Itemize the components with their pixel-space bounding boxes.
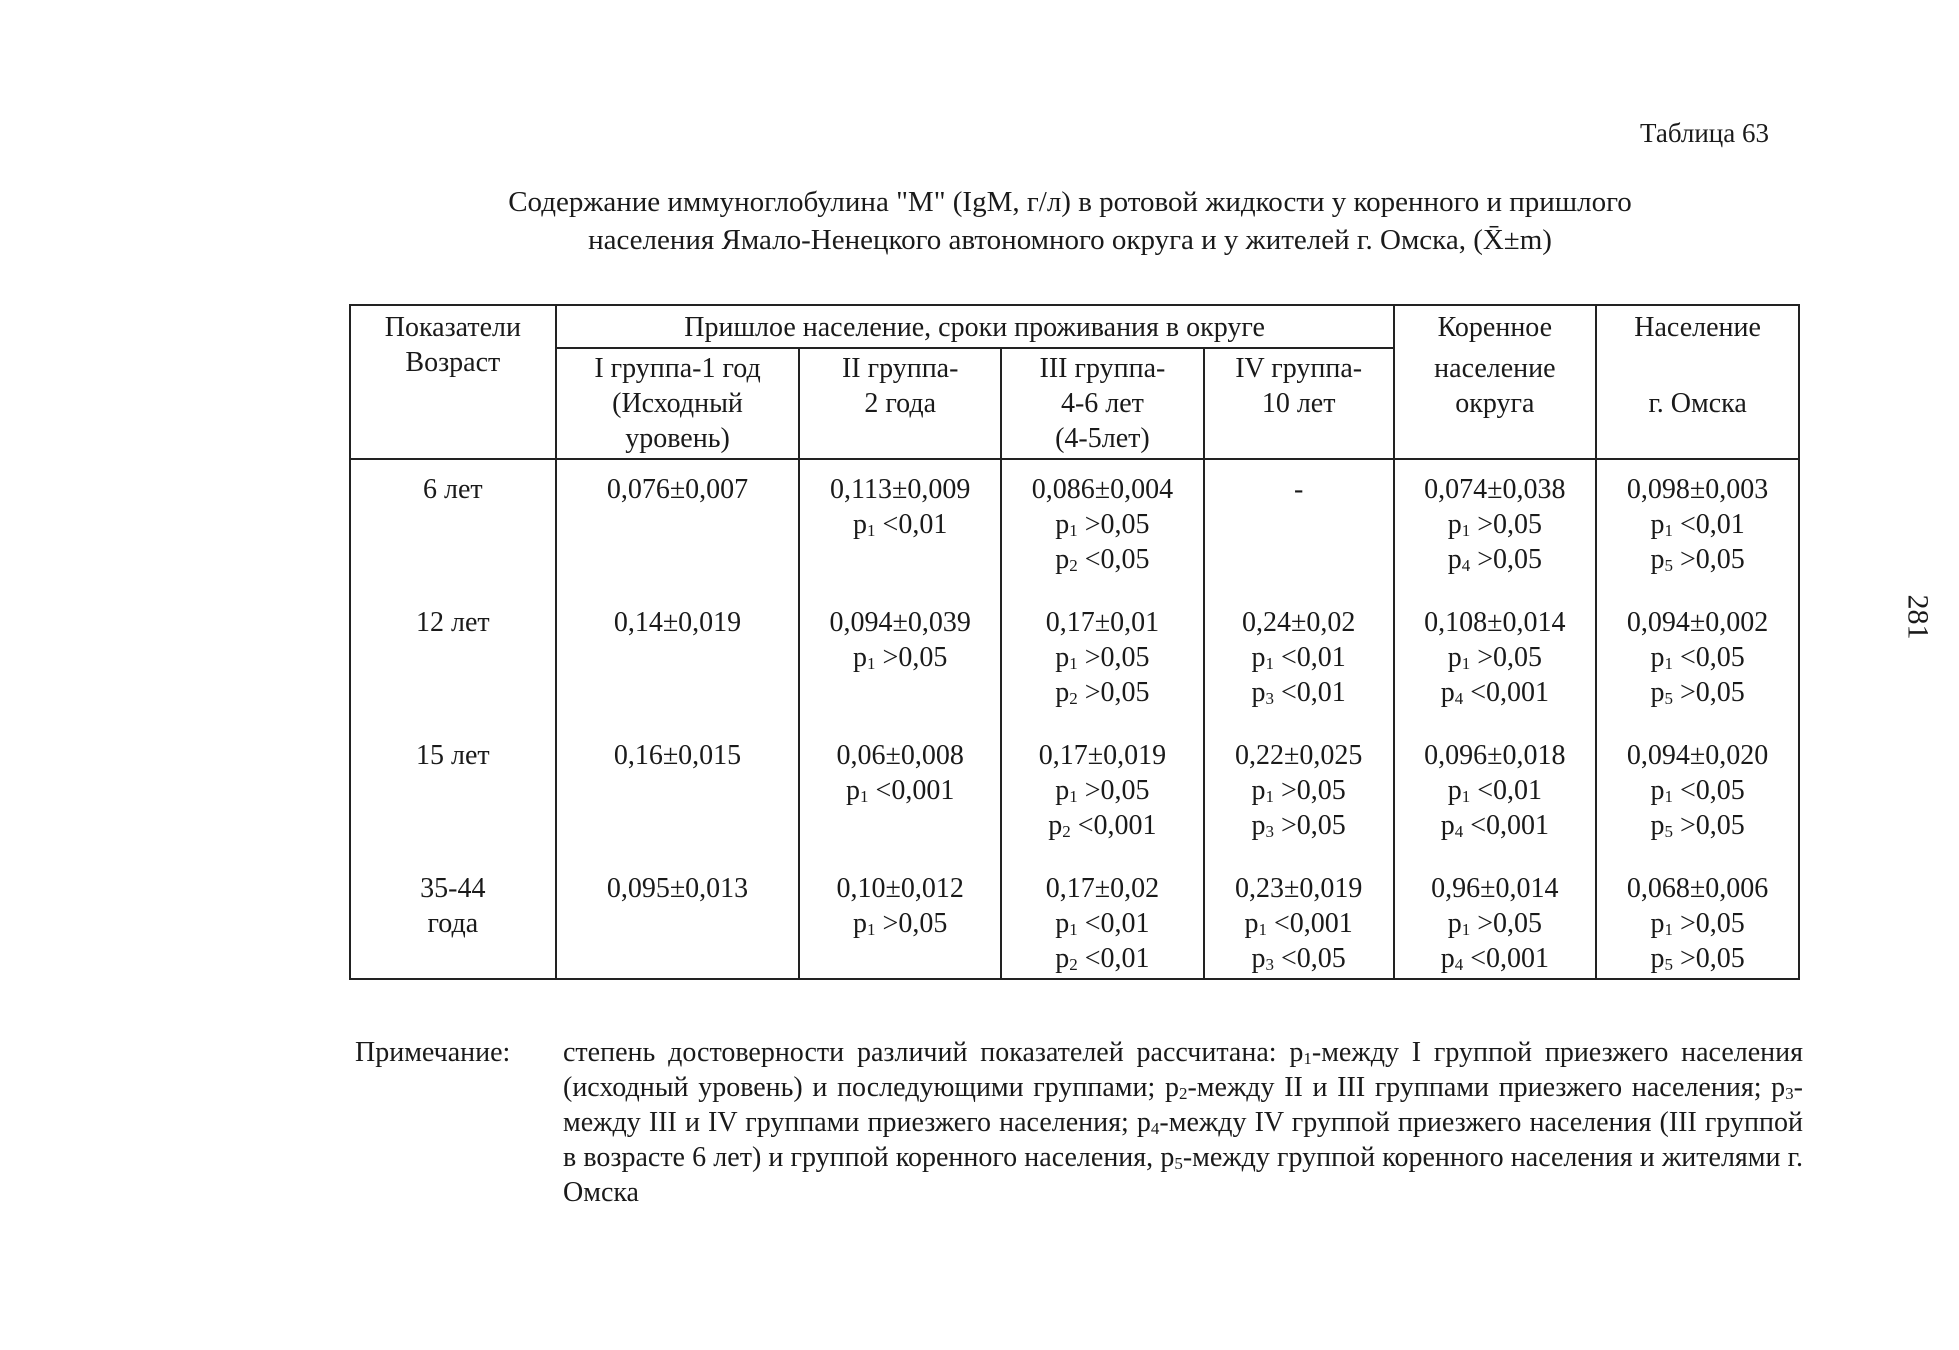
p-value: <0,05 [1273,943,1346,974]
p-subscript: 2 [1069,955,1078,974]
p-subscript: 1 [1265,787,1274,806]
p-value: <0,01 [1470,775,1542,806]
p-value: >0,05 [1470,544,1542,575]
header-group-1 [556,348,800,459]
cell-p-value [1601,773,1794,808]
cell-g2 [799,591,1001,724]
cell-g1 [556,724,800,857]
p-value: <0,01 [1672,509,1745,540]
p-value: >0,05 [1672,677,1745,708]
cell-value: 0,17±0,01 [1045,607,1160,638]
cell-native [1394,459,1597,591]
p-subscript: 1 [1664,521,1673,540]
p-subscript: 1 [1069,521,1078,540]
cell-age [350,857,556,979]
cell-p-value [1399,808,1592,843]
footnote-text [563,1035,1803,1210]
cell-value: 0,17±0,02 [1045,873,1160,904]
p-subscript: 2 [1178,1084,1188,1103]
cell-value: 0,094±0,020 [1626,740,1769,771]
p-subscript: 5 [1664,822,1673,841]
p-subscript: 1 [1069,654,1078,673]
p-value: <0,001 [1463,810,1549,841]
p-symbol: p [1440,677,1455,708]
cell-omsk [1596,591,1799,724]
cell-value: 0,074±0,038 [1424,474,1566,505]
age-line: 12 лет [416,607,490,638]
cell-g3 [1001,591,1204,724]
cell-value: 0,068±0,006 [1626,873,1769,904]
cell-value: 0,96±0,014 [1431,873,1559,904]
p-value: <0,001 [1266,908,1353,939]
p-subscript: 1 [860,787,869,806]
cell-p-value [804,640,996,675]
cell-value: 0,094±0,039 [829,607,971,638]
p-symbol: p [1650,544,1665,575]
cell-value: 0,10±0,012 [836,873,964,904]
header-native-line: население [1434,353,1556,384]
p-subscript: 1 [1461,920,1471,939]
header-omsk-line: Население [1634,312,1761,343]
page-number: 281 [1901,594,1935,640]
p-symbol: p [1650,810,1665,841]
cell-p-value [1006,906,1199,941]
p-symbol: p [1164,1072,1179,1103]
p-symbol: p [1251,642,1266,673]
cell-p-value [1209,906,1389,941]
table-row [350,724,1799,857]
table-title [340,183,1800,259]
p-value: >0,05 [1077,677,1150,708]
p-value: >0,05 [1672,908,1745,939]
cell-p-value [1601,941,1794,976]
p-symbol: p [853,509,868,540]
p-subscript: 1 [1303,1049,1312,1068]
cell-p-value [1601,507,1794,542]
p-value: <0,01 [1077,908,1150,939]
p-value: <0,05 [1672,642,1745,673]
cell-value: 0,086±0,004 [1031,474,1174,505]
p-subscript: 1 [1069,787,1078,806]
footnote [355,1035,1803,1210]
footnote-part: степень достоверности различий показателей рассчитана: [563,1037,1290,1068]
cell-omsk [1596,724,1799,857]
p-subscript: 1 [1265,654,1274,673]
p-value: <0,01 [1273,642,1346,673]
cell-g3 [1001,724,1204,857]
cell-value: 0,17±0,019 [1038,740,1167,771]
header-native [1394,305,1597,459]
table-title-line: населения Ямало-Ненецкого автономного округа и у жителей г. Омска, (X̄±m) [588,224,1552,256]
p-symbol: p [1289,1037,1304,1068]
cell-value: 0,096±0,018 [1424,740,1566,771]
cell-g1 [556,591,800,724]
p-value: <0,01 [1077,943,1150,974]
footnote-part: -между II и III группами приезжего населения; [1187,1072,1772,1103]
cell-g1 [556,459,800,591]
footnote-label: Примечание: [355,1037,511,1068]
header-omsk-line: г. Омска [1648,388,1747,419]
p-subscript: 1 [1461,521,1471,540]
cell-p-value [1399,507,1592,542]
p-value: >0,05 [1273,810,1346,841]
p-value: <0,001 [1463,677,1549,708]
cell-g3 [1001,857,1204,979]
p-value: <0,001 [868,775,955,806]
p-symbol: p [1440,943,1455,974]
p-subscript: 4 [1461,556,1471,575]
p-symbol: p [1251,943,1266,974]
table-number: Таблица 63 [1640,118,1769,148]
footnote-part: -между III и IV группами приезжего населения; [563,1072,1803,1138]
p-value: <0,001 [1463,943,1549,974]
p-subscript: 1 [1461,654,1471,673]
p-value: >0,05 [875,908,948,939]
p-symbol: p [1055,642,1070,673]
header-indicator-line: Возраст [405,347,501,378]
cell-native [1394,724,1597,857]
header-omsk [1596,305,1799,459]
cell-p-value [1209,773,1389,808]
header-group-line: II группа- [841,353,959,384]
p-subscript: 5 [1664,689,1673,708]
p-subscript: 2 [1069,556,1078,575]
header-indicator [350,305,556,459]
p-symbol: p [1771,1072,1786,1103]
p-subscript: 4 [1454,689,1464,708]
age-line: года [427,908,479,939]
cell-p-value [1601,542,1794,577]
cell-g4 [1204,857,1394,979]
cell-value: 0,076±0,007 [606,474,749,505]
cell-value: 0,098±0,003 [1626,474,1769,505]
p-subscript: 1 [1461,787,1471,806]
cell-p-value [1399,941,1592,976]
p-symbol: p [1650,677,1665,708]
p-value: >0,05 [1077,775,1150,806]
p-value: >0,05 [1273,775,1346,806]
p-symbol: p [1160,1142,1175,1173]
cell-value: 0,23±0,019 [1234,873,1363,904]
p-subscript: 1 [867,920,876,939]
p-symbol: p [1447,509,1462,540]
cell-g2 [799,857,1001,979]
p-symbol: p [1650,943,1665,974]
p-symbol: p [1244,908,1259,939]
header-native-line: Коренное [1437,312,1553,343]
p-value: >0,05 [875,642,948,673]
cell-omsk [1596,857,1799,979]
age-line: 6 лет [423,474,483,505]
cell-p-value [1006,773,1199,808]
cell-p-value [1399,542,1592,577]
cell-value: 0,094±0,002 [1626,607,1769,638]
p-subscript: 1 [1258,920,1267,939]
header-native-line: округа [1455,388,1535,419]
p-subscript: 4 [1150,1119,1160,1138]
header-group-line: I группа-1 год [594,353,761,384]
cell-p-value [1601,808,1794,843]
cell-omsk [1596,459,1799,591]
header-group-4 [1204,348,1394,459]
cell-p-value [1006,507,1199,542]
p-symbol: p [1650,775,1665,806]
cell-g2 [799,459,1001,591]
p-value: <0,01 [875,509,948,540]
p-subscript: 4 [1454,955,1464,974]
p-symbol: p [1251,775,1266,806]
cell-value: 0,24±0,02 [1241,607,1356,638]
cell-value: 0,095±0,013 [606,873,749,904]
p-symbol: p [1055,943,1070,974]
p-subscript: 1 [867,521,876,540]
table-row [350,857,1799,979]
p-value: <0,05 [1077,544,1150,575]
header-group-2 [799,348,1001,459]
header-group-line: 2 года [864,388,937,419]
p-subscript: 2 [1069,689,1078,708]
cell-p-value [1209,640,1389,675]
cell-value: 0,06±0,008 [836,740,964,771]
cell-g4 [1204,459,1394,591]
p-symbol: p [1447,775,1462,806]
cell-p-value [804,507,996,542]
cell-g1 [556,857,800,979]
cell-g2 [799,724,1001,857]
age-line: 35-44 [420,873,486,904]
cell-p-value [1006,675,1199,710]
p-symbol: p [853,908,868,939]
cell-value: 0,113±0,009 [830,474,971,505]
cell-p-value [1006,808,1199,843]
p-value: >0,05 [1077,642,1150,673]
p-subscript: 5 [1664,556,1673,575]
cell-value: 0,108±0,014 [1424,607,1566,638]
cell-p-value [1209,808,1389,843]
cell-g4 [1204,724,1394,857]
p-symbol: p [1251,810,1266,841]
p-symbol: p [1650,642,1665,673]
cell-p-value [1006,941,1199,976]
header-group-line: уровень) [625,423,730,454]
cell-g3 [1001,459,1204,591]
p-symbol: p [1650,908,1665,939]
p-subscript: 1 [1069,920,1078,939]
p-value: >0,05 [1672,544,1745,575]
cell-p-value [804,906,996,941]
cell-p-value [1601,906,1794,941]
cell-value: 0,14±0,019 [613,607,742,638]
p-symbol: p [1447,908,1462,939]
p-value: >0,05 [1672,943,1745,974]
cell-p-value [1006,542,1199,577]
cell-age [350,591,556,724]
cell-g4 [1204,591,1394,724]
cell-p-value [1006,640,1199,675]
p-symbol: p [1055,775,1070,806]
header-group-line: (Исходный [612,388,743,419]
p-value: >0,05 [1470,642,1542,673]
cell-p-value [1601,640,1794,675]
header-indicator-line: Показатели [384,312,521,343]
footnote-part: -между группой коренного населения и жителями г. Омска [563,1142,1803,1208]
cell-p-value [1399,773,1592,808]
p-subscript: 1 [1664,787,1673,806]
table-title-line: Содержание иммуноглобулина "М" (IgM, г/л) в ротовой жидкости у коренного и пришлого [508,186,1632,218]
p-symbol: p [1055,677,1070,708]
p-value: >0,05 [1672,810,1745,841]
p-subscript: 1 [1664,920,1673,939]
cell-value: 0,16±0,015 [613,740,742,771]
p-subscript: 2 [1062,822,1071,841]
p-value: <0,001 [1070,810,1157,841]
p-value: >0,05 [1470,509,1542,540]
cell-native [1394,591,1597,724]
p-symbol: p [1055,544,1070,575]
p-value: <0,05 [1672,775,1745,806]
cell-p-value [1399,640,1592,675]
p-subscript: 3 [1265,955,1274,974]
header-group-3 [1001,348,1204,459]
p-symbol: p [1251,677,1266,708]
header-group-line: III группа- [1039,353,1166,384]
cell-p-value [1209,941,1389,976]
p-symbol: p [1055,908,1070,939]
cell-p-value [804,773,996,808]
cell-p-value [1399,675,1592,710]
p-subscript: 1 [867,654,876,673]
p-symbol: p [1440,810,1455,841]
p-symbol: p [1055,509,1070,540]
cell-p-value [1399,906,1592,941]
p-subscript: 4 [1454,822,1464,841]
table-body [350,459,1799,979]
header-group-line: 10 лет [1261,388,1336,419]
p-subscript: 5 [1664,955,1673,974]
p-symbol: p [1048,810,1063,841]
p-subscript: 3 [1265,822,1274,841]
p-subscript: 3 [1265,689,1274,708]
data-table [349,304,1800,980]
p-symbol: p [846,775,861,806]
p-symbol: p [1447,642,1462,673]
header-migrant: Пришлое население, сроки проживания в округе [556,305,1394,348]
header-group-line: IV группа- [1235,353,1363,384]
p-value: <0,01 [1273,677,1346,708]
table-row [350,459,1799,591]
table-row [350,591,1799,724]
cell-age [350,459,556,591]
p-symbol: p [1447,544,1462,575]
header-group-line: (4-5лет) [1055,423,1150,454]
p-subscript: 1 [1664,654,1673,673]
p-symbol: p [1650,509,1665,540]
footnote-part: -между IV группой приезжего населения (III группой в возрасте 6 лет) и группой коренного населения, [563,1107,1803,1173]
footnote-part: -между I группой приезжего населения (исходный уровень) и последующими группами; [563,1037,1804,1103]
p-value: >0,05 [1077,509,1150,540]
cell-native [1394,857,1597,979]
cell-p-value [1209,675,1389,710]
cell-value: 0,22±0,025 [1234,740,1363,771]
p-subscript: 3 [1785,1084,1794,1103]
age-line: 15 лет [416,740,490,771]
p-symbol: p [1136,1107,1151,1138]
cell-p-value [1601,675,1794,710]
p-value: >0,05 [1470,908,1542,939]
p-subscript: 5 [1174,1154,1183,1173]
cell-age [350,724,556,857]
cell-value: - [1293,474,1304,505]
p-symbol: p [853,642,868,673]
header-group-line: 4-6 лет [1060,388,1144,419]
